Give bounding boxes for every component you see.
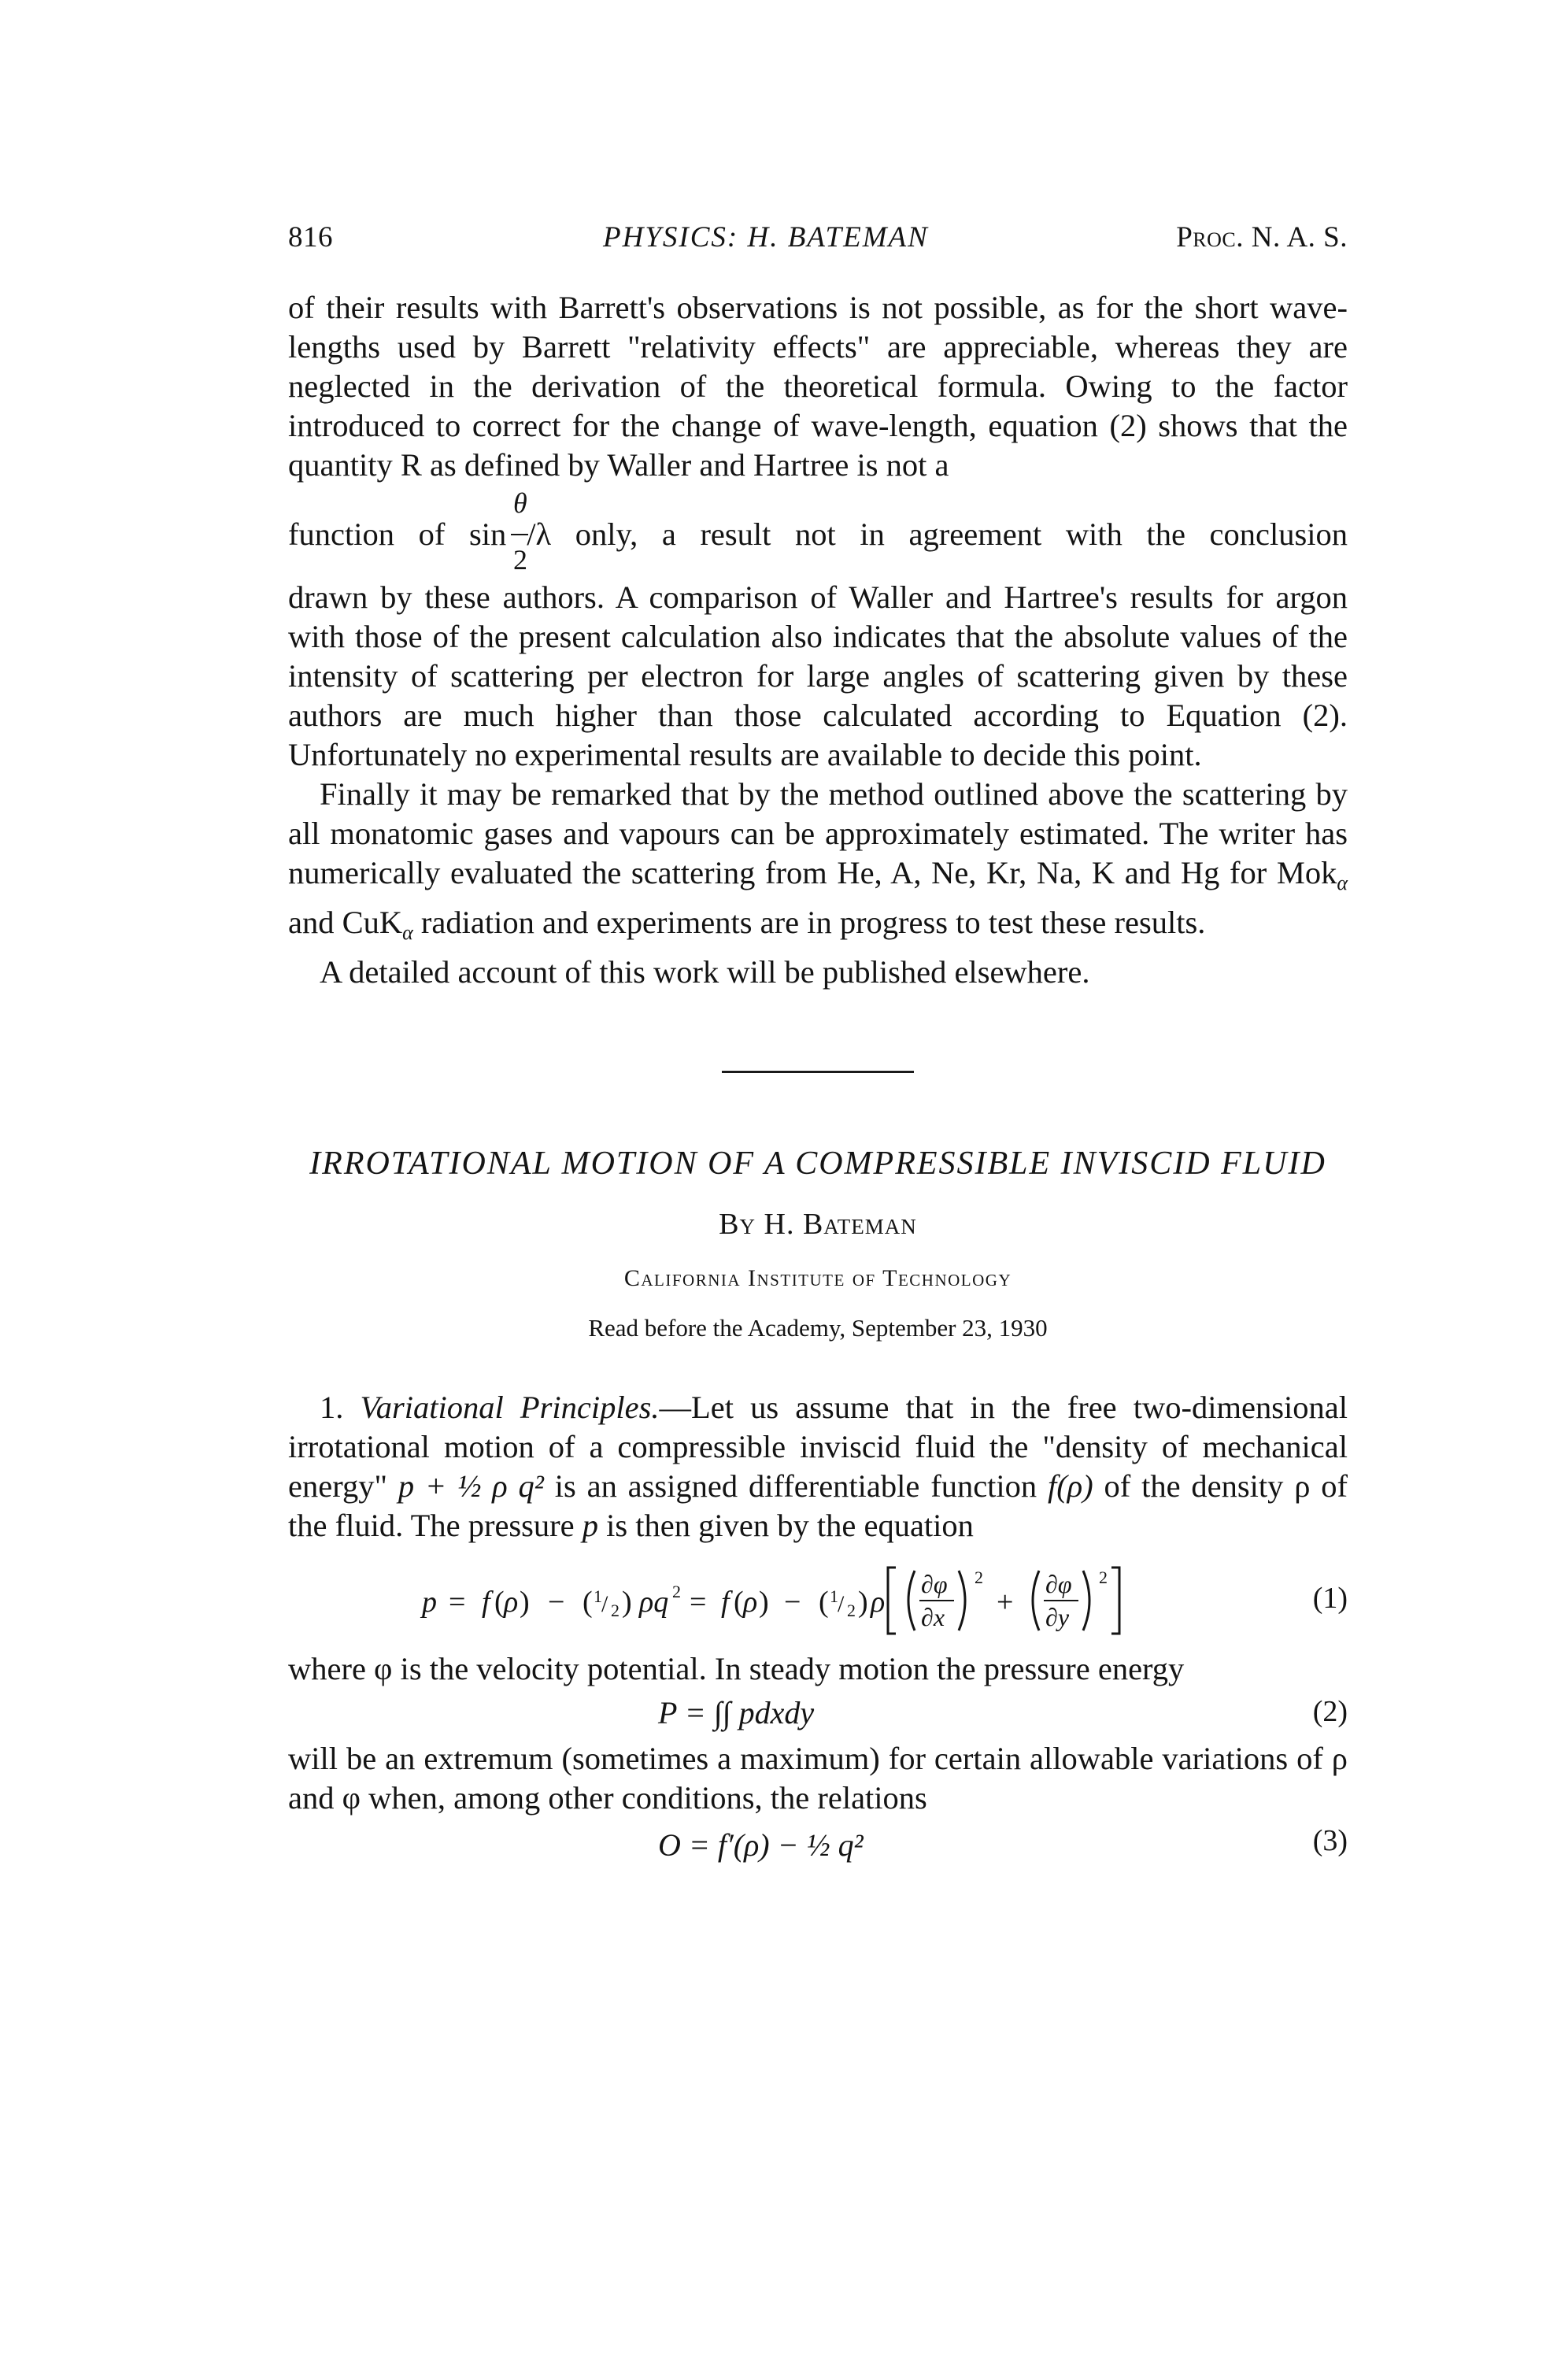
paragraph-text: of their results with Barrett's observations is not possible, as for the short wave-lengths used by Barrett "relativity effects" are appreciable, whereas they are neglected in the derivation of the theoretical formula. Owing to the factor introduced to correct for the change of wave-length, equation (2) shows that the quantity R as defined by Waller and Hartree is not a (288, 290, 1348, 483)
svg-text:2: 2 (611, 1601, 620, 1620)
svg-text:2: 2 (672, 1582, 681, 1601)
svg-text:∂φ: ∂φ (921, 1570, 948, 1598)
equation-1-graphic (288, 1556, 1233, 1643)
article-title: IRROTATIONAL MOTION OF A COMPRESSIBLE INVISCID FLUID (309, 1146, 1326, 1182)
svg-text:ρ: ρ (743, 1586, 758, 1619)
svg-text:2: 2 (975, 1568, 983, 1587)
equation-3-number: (3) (1312, 1824, 1348, 1857)
equation-1 (288, 1556, 1348, 1643)
inline-math: p (582, 1508, 599, 1543)
inline-math: f(ρ) (1048, 1468, 1093, 1504)
svg-text:(: ( (583, 1586, 593, 1619)
section-heading: Variational Principles. (360, 1390, 660, 1425)
byline: By H. Bateman (719, 1208, 917, 1241)
journal-abbrev: Proc. N. A. S. (1176, 221, 1348, 254)
paragraph-finally (288, 775, 1348, 953)
fraction-line (288, 485, 1348, 578)
previous-article-text (288, 288, 1348, 992)
svg-text:+: + (997, 1586, 1014, 1619)
svg-text:=: = (449, 1586, 466, 1619)
fraction-denominator: 2 (513, 544, 527, 576)
svg-text:(: ( (494, 1586, 505, 1619)
svg-text:∂φ: ∂φ (1045, 1570, 1072, 1598)
svg-text:f: f (482, 1586, 490, 1619)
paragraph-continued-rest (288, 578, 1348, 775)
svg-text:/: / (601, 1591, 608, 1617)
paragraph-text: and CuK (288, 905, 403, 940)
section-1-paragraph (288, 1388, 1348, 1545)
subscript-alpha: α (1337, 872, 1348, 894)
svg-text:f: f (721, 1586, 730, 1619)
running-title: PHYSICS: H. BATEMAN (603, 221, 929, 254)
svg-text:p: p (422, 1586, 437, 1619)
svg-text:∂x: ∂x (921, 1603, 945, 1631)
running-head (288, 220, 1348, 258)
read-before-note: Read before the Academy, September 23, 1930 (588, 1314, 1048, 1342)
paragraph-text: Finally it may be remarked that by the method outlined above the scattering by all monatomic gases and vapours can be approximately estimated. The writer has numerically evaluated the scattering from He, A, Ne, Kr, Na, K and Hg for Mok (288, 776, 1348, 890)
paragraph-continued (288, 288, 1348, 485)
svg-text:−: − (548, 1586, 565, 1619)
section-1 (288, 1388, 1348, 1868)
paragraph-text: is then given by the equation (598, 1508, 974, 1543)
equation-2-number: (2) (1312, 1695, 1348, 1728)
svg-text:): ) (520, 1586, 530, 1619)
fraction-numerator: θ (513, 487, 527, 519)
subscript-alpha: α (402, 921, 413, 944)
paragraph-text: radiation and experiments are in progress to test these results. (412, 905, 1206, 940)
svg-text:1: 1 (830, 1586, 838, 1606)
paragraph-text: is an assigned differentiable function (543, 1468, 1049, 1504)
svg-text:): ) (858, 1586, 868, 1619)
fraction-line-before: function of sin (288, 516, 507, 552)
fraction-line-text (288, 515, 1348, 554)
fraction-line-after: /λ only, a result not in agreement with the conclusion (527, 516, 1348, 552)
page (288, 220, 1348, 1868)
equation-3 (288, 1818, 1348, 1868)
equation-3-expression: O = f′(ρ) − ½ q² (658, 1827, 864, 1863)
equation-2-expression: P = ∫∫ pdxdy (658, 1695, 815, 1730)
paragraph-text: —Let us assume that in the free two-dimensional irrotational motion of a compressible inviscid fluid the "density of mechanical energy" (288, 1390, 1348, 1504)
paragraph-text: drawn by these authors. A comparison of Waller and Hartree's results for argon with those of the present calculation also indicates that the absolute values of the intensity of scattering per electron for large angles of scattering given by these authors are much higher than those calculated according to Equation (2). Unfortunately no experimental results are available to decide this point. (288, 579, 1348, 772)
svg-text:ρ: ρ (504, 1586, 519, 1619)
svg-text:(: ( (819, 1586, 829, 1619)
svg-text:): ) (622, 1586, 632, 1619)
paragraph-text: A detailed account of this work will be published elsewhere. (320, 954, 1090, 990)
equation-2 (288, 1689, 1348, 1739)
affiliation: California Institute of Technology (623, 1265, 1012, 1291)
svg-text:(: ( (734, 1586, 744, 1619)
svg-text:): ) (759, 1586, 769, 1619)
text-after-equation-2: will be an extremum (sometimes a maximum) for certain allowable variations of ρ and φ when, among other conditions, the relations (288, 1741, 1348, 1816)
svg-text:/: / (838, 1591, 845, 1617)
section-number: 1. (320, 1390, 344, 1425)
svg-text:ρq: ρq (639, 1586, 669, 1619)
svg-text:∂y: ∂y (1045, 1603, 1070, 1631)
svg-text:1: 1 (594, 1586, 602, 1606)
page-number: 816 (288, 221, 333, 254)
paragraph-detailed-account (288, 953, 1348, 992)
svg-text:−: − (784, 1586, 801, 1619)
paragraph-text: of the density ρ of the fluid. The pressure (288, 1468, 1348, 1543)
text-after-equation-1: where φ is the velocity potential. In steady motion the pressure energy (288, 1651, 1185, 1686)
section-divider (722, 1071, 914, 1073)
svg-text:ρ: ρ (871, 1586, 886, 1619)
equation-1-number: (1) (1312, 1582, 1348, 1615)
svg-text:2: 2 (1099, 1568, 1108, 1587)
svg-text:2: 2 (847, 1601, 856, 1620)
svg-text:=: = (690, 1586, 707, 1619)
inline-math: p + ½ ρ q² (398, 1468, 544, 1504)
